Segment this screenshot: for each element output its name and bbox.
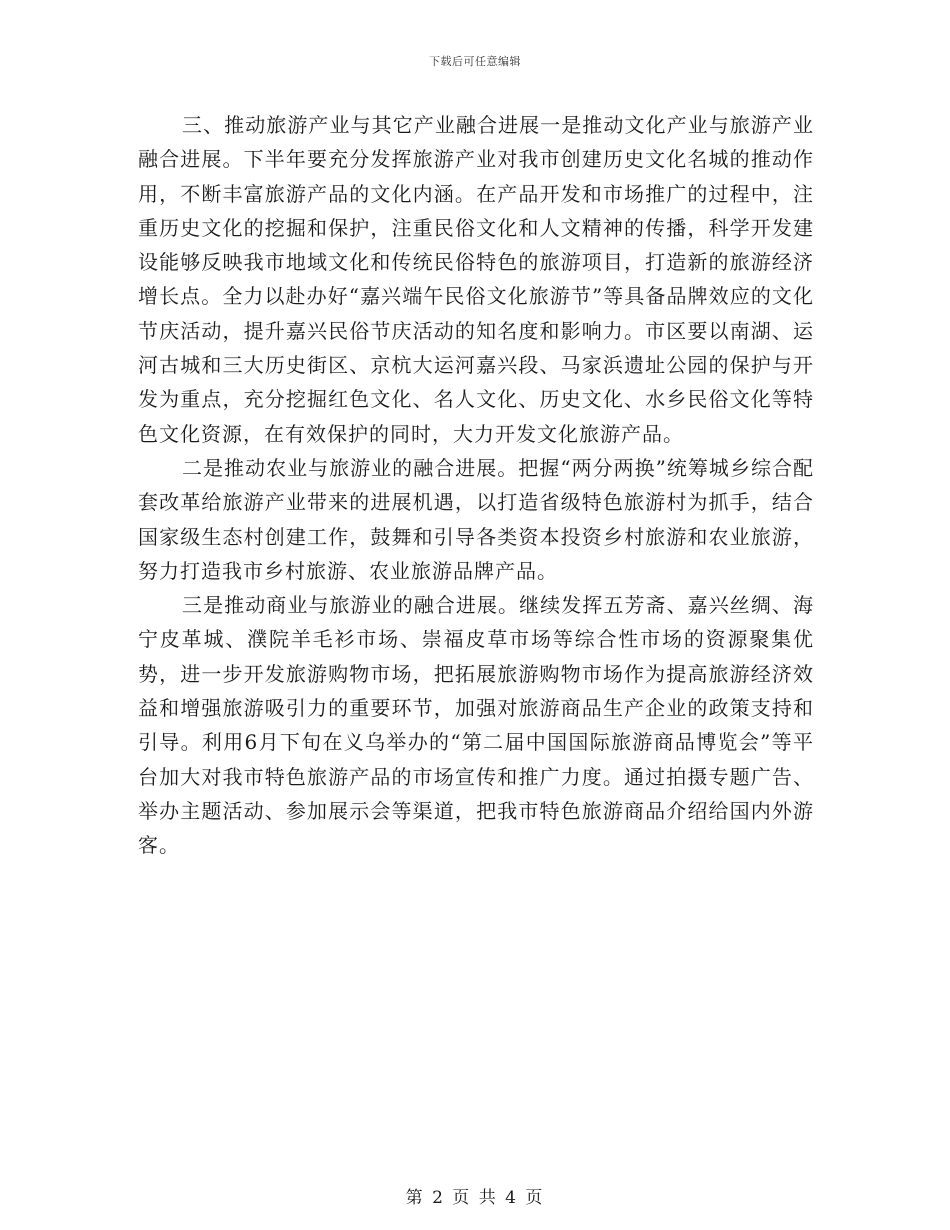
page-number-footer: 第 2 页 共 4 页 <box>405 1188 545 1208</box>
paragraph-cultural-tourism: 三、推动旅游产业与其它产业融合进展一是推动文化产业与旅游产业融合进展。下半年要充分发挥旅游产业对我市创建历史文化名城的推动作用，不断丰富旅游产品的文化内涵。在产品开发和市场推广的过程中，注重历史文化的挖掘和保护，注重民俗文化和人文精神的传播，科学开发建设能够反映我市地域文化和传统民俗特色的旅游项目，打造新的旅游经济增长点。全力以赴办好“嘉兴端午民俗文化旅游节”等具备品牌效应的文化节庆活动，提升嘉兴民俗节庆活动的知名度和影响力。市区要以南湖、运河古城和三大历史街区、京杭大运河嘉兴段、马家浜遗址公园的保护与开发为重点，充分挖掘红色文化、名人文化、历史文化、水乡民俗文化等特色文化资源，在有效保护的同时，大力开发文化旅游产品。 <box>138 113 814 446</box>
page-header: 下载后可任意编辑 <box>429 55 521 68</box>
document-body <box>138 108 814 863</box>
paragraph-commerce-tourism: 三是推动商业与旅游业的融合进展。继续发挥五芳斋、嘉兴丝绸、海宁皮革城、濮院羊毛衫市场、崇福皮草市场等综合性市场的资源聚集优势，进一步开发旅游购物市场，把拓展旅游购物市场作为提高旅游经济效益和增强旅游吸引力的重要环节，加强对旅游商品生产企业的政策支持和引导。利用6月下旬在义乌举办的“第二届中国国际旅游商品博览会”等平台加大对我市特色旅游产品的市场宣传和推广力度。通过拍摄专题广告、举办主题活动、参加展示会等渠道，把我市特色旅游商品介绍给国内外游客。 <box>138 593 814 858</box>
paragraph-agri-tourism: 二是推动农业与旅游业的融合进展。把握“两分两换”统筹城乡综合配套改革给旅游产业带来的进展机遇，以打造省级特色旅游村为抓手，结合国家级生态村创建工作，鼓舞和引导各类资本投资乡村旅游和农业旅游，努力打造我市乡村旅游、农业旅游品牌产品。 <box>138 455 814 583</box>
